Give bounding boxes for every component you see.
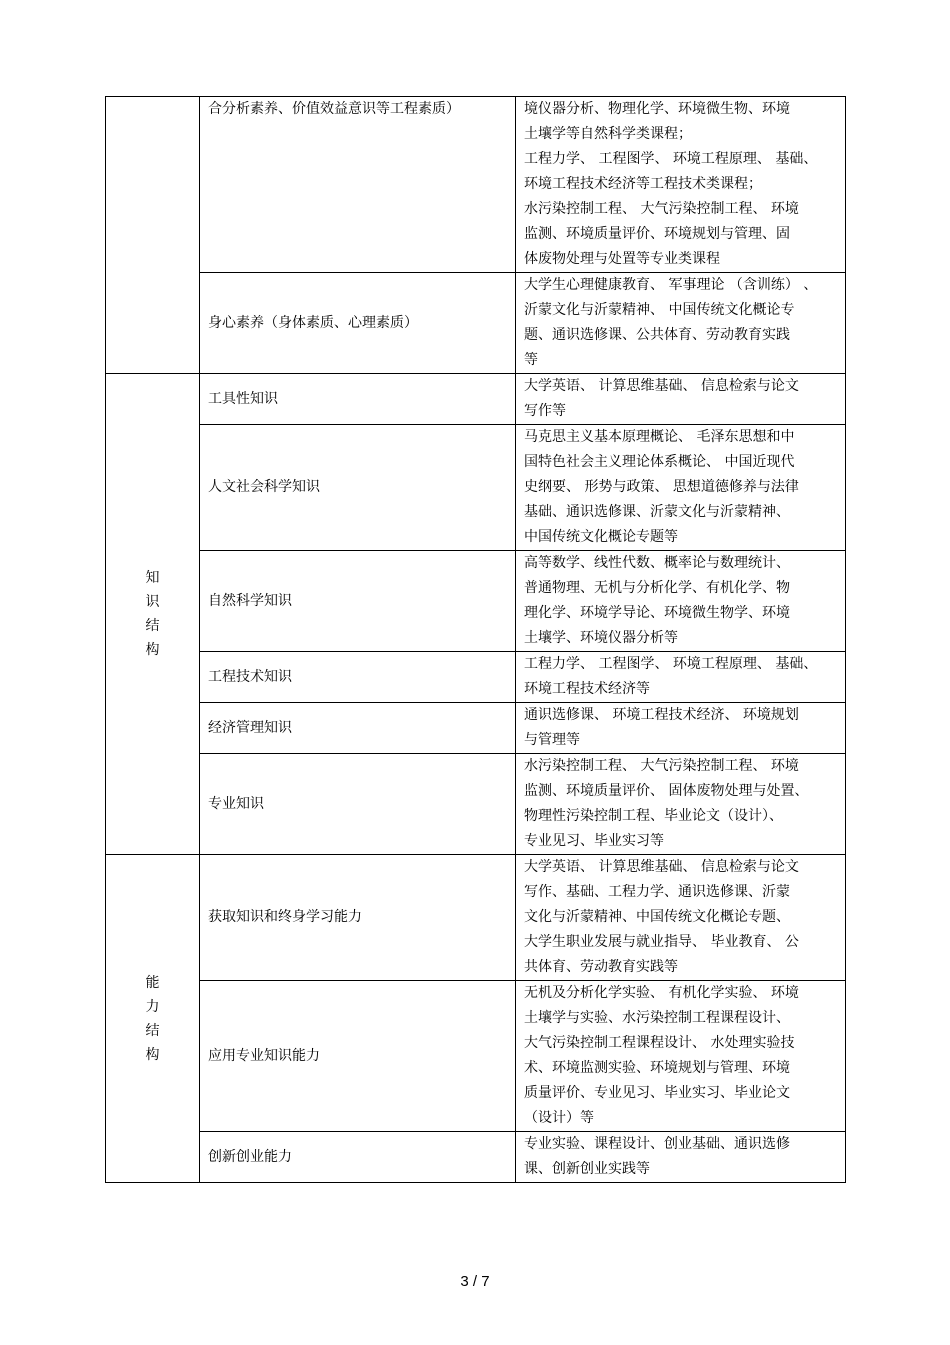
desc-cell	[516, 703, 846, 754]
table-row	[106, 273, 846, 374]
group-char: 构	[145, 1046, 160, 1063]
desc-cell	[516, 551, 846, 652]
desc-line: 工程力学、 工程图学、 环境工程原理、 基础、	[524, 151, 818, 167]
page-number: 3 / 7	[460, 1273, 490, 1290]
table-row	[106, 754, 846, 855]
desc-line: 写作、基础、工程力学、通识选修课、沂蒙	[524, 884, 790, 900]
item-cell: 专业知识	[200, 754, 516, 855]
desc-line: 普通物理、无机与分析化学、有机化学、物	[524, 580, 790, 596]
desc-cell	[516, 273, 846, 374]
group-char: 构	[145, 642, 160, 658]
desc-line: 基础、通识选修课、沂蒙文化与沂蒙精神、	[524, 504, 790, 520]
desc-line: 共体育、劳动教育实践等	[524, 959, 678, 975]
group-char: 结	[145, 618, 160, 634]
group-char: 识	[145, 594, 160, 610]
group-char: 知	[145, 570, 160, 586]
desc-line: 监测、环境质量评价、环境规划与管理、固	[524, 226, 790, 242]
item-cell: 自然科学知识	[200, 551, 516, 652]
table-row	[106, 981, 846, 1132]
desc-line: 大学生职业发展与就业指导、 毕业教育、 公	[524, 934, 799, 950]
desc-line: 高等数学、线性代数、概率论与数理统计、	[524, 555, 790, 571]
desc-line: 等	[524, 352, 538, 368]
desc-cell	[516, 981, 846, 1132]
desc-cell	[516, 1132, 846, 1183]
group-cell-knowledge-structure	[106, 374, 200, 855]
desc-line: 物理性污染控制工程、毕业论文（设计）、	[524, 808, 783, 824]
desc-line: 土壤学与实验、水污染控制工程课程设计、	[524, 1010, 790, 1026]
desc-line: 专业实验、课程设计、创业基础、通识选修	[524, 1136, 790, 1152]
desc-line: 土壤学、环境仪器分析等	[524, 630, 678, 646]
desc-line: 大学生心理健康教育、 军事理论 （含训练） 、	[524, 277, 818, 293]
desc-line: 土壤学等自然科学类课程；	[524, 126, 692, 142]
desc-line: 大学英语、 计算思维基础、 信息检索与论文	[524, 378, 799, 394]
desc-line: 文化与沂蒙精神、中国传统文化概论专题、	[524, 909, 790, 925]
desc-line: 马克思主义基本原理概论、 毛泽东思想和中	[524, 429, 795, 445]
table-row	[106, 97, 846, 273]
desc-line: 监测、环境质量评价、 固体废物处理与处置、	[524, 783, 809, 799]
table-row	[106, 703, 846, 754]
desc-line: 水污染控制工程、 大气污染控制工程、 环境	[524, 201, 799, 217]
desc-line: 质量评价、专业见习、毕业实习、毕业论文	[524, 1085, 790, 1101]
table-row	[106, 652, 846, 703]
desc-cell	[516, 855, 846, 981]
table-body	[106, 97, 846, 1183]
desc-line: 通识选修课、 环境工程技术经济、 环境规划	[524, 707, 799, 723]
group-label-knowledge-structure	[106, 566, 199, 662]
group-label-ability-structure	[106, 971, 199, 1067]
group-char: 结	[145, 1022, 160, 1039]
desc-line: 术、环境监测实验、环境规划与管理、环境	[524, 1060, 790, 1076]
desc-cell	[516, 97, 846, 273]
item-cell: 工程技术知识	[200, 652, 516, 703]
desc-line: 理化学、环境学导论、环境微生物学、环境	[524, 605, 790, 621]
item-cell: 工具性知识	[200, 374, 516, 425]
desc-line: 环境工程技术经济等工程技术类课程；	[524, 176, 762, 192]
item-cell: 应用专业知识能力	[200, 981, 516, 1132]
desc-line: 大学英语、 计算思维基础、 信息检索与论文	[524, 859, 799, 875]
group-char: 能	[145, 974, 160, 991]
item-cell: 人文社会科学知识	[200, 425, 516, 551]
desc-line: 专业见习、毕业实习等	[524, 833, 664, 849]
desc-line: 史纲要、 形势与政策、 思想道德修养与法律	[524, 479, 799, 495]
desc-line: 中国传统文化概论专题等	[524, 529, 678, 545]
desc-line: 工程力学、 工程图学、 环境工程原理、 基础、	[524, 656, 818, 672]
desc-line: 体废物处理与处置等专业类课程	[524, 251, 720, 267]
desc-line: 课、创新创业实践等	[524, 1161, 650, 1177]
group-cell-empty	[106, 97, 200, 374]
table-row	[106, 551, 846, 652]
desc-line: 与管理等	[524, 732, 580, 748]
desc-cell	[516, 374, 846, 425]
table-row	[106, 855, 846, 981]
desc-cell	[516, 652, 846, 703]
item-cell: 身心素养（身体素质、心理素质）	[200, 273, 516, 374]
desc-cell	[516, 754, 846, 855]
item-cell: 获取知识和终身学习能力	[200, 855, 516, 981]
item-cell: 创新创业能力	[200, 1132, 516, 1183]
desc-line: 水污染控制工程、 大气污染控制工程、 环境	[524, 758, 799, 774]
table-row	[106, 374, 846, 425]
desc-cell	[516, 425, 846, 551]
desc-line: 沂蒙文化与沂蒙精神、 中国传统文化概论专	[524, 302, 795, 318]
table-row	[106, 425, 846, 551]
desc-line: 大气污染控制工程课程设计、 水处理实验技	[524, 1035, 795, 1051]
desc-line: 写作等	[524, 403, 566, 419]
desc-line: 题、通识选修课、公共体育、劳动教育实践	[524, 327, 790, 343]
item-cell: 经济管理知识	[200, 703, 516, 754]
curriculum-table	[105, 96, 846, 1183]
desc-line: 境仪器分析、物理化学、环境微生物、环境	[524, 101, 790, 117]
desc-line: 环境工程技术经济等	[524, 681, 650, 697]
desc-line: 国特色社会主义理论体系概论、 中国近现代	[524, 454, 795, 470]
group-cell-ability-structure	[106, 855, 200, 1183]
group-char: 力	[145, 998, 160, 1015]
desc-line: （设计）等	[524, 1110, 594, 1126]
item-cell: 合分析素养、价值效益意识等工程素质）	[200, 97, 516, 273]
desc-line: 无机及分析化学实验、 有机化学实验、 环境	[524, 985, 799, 1001]
table-row	[106, 1132, 846, 1183]
